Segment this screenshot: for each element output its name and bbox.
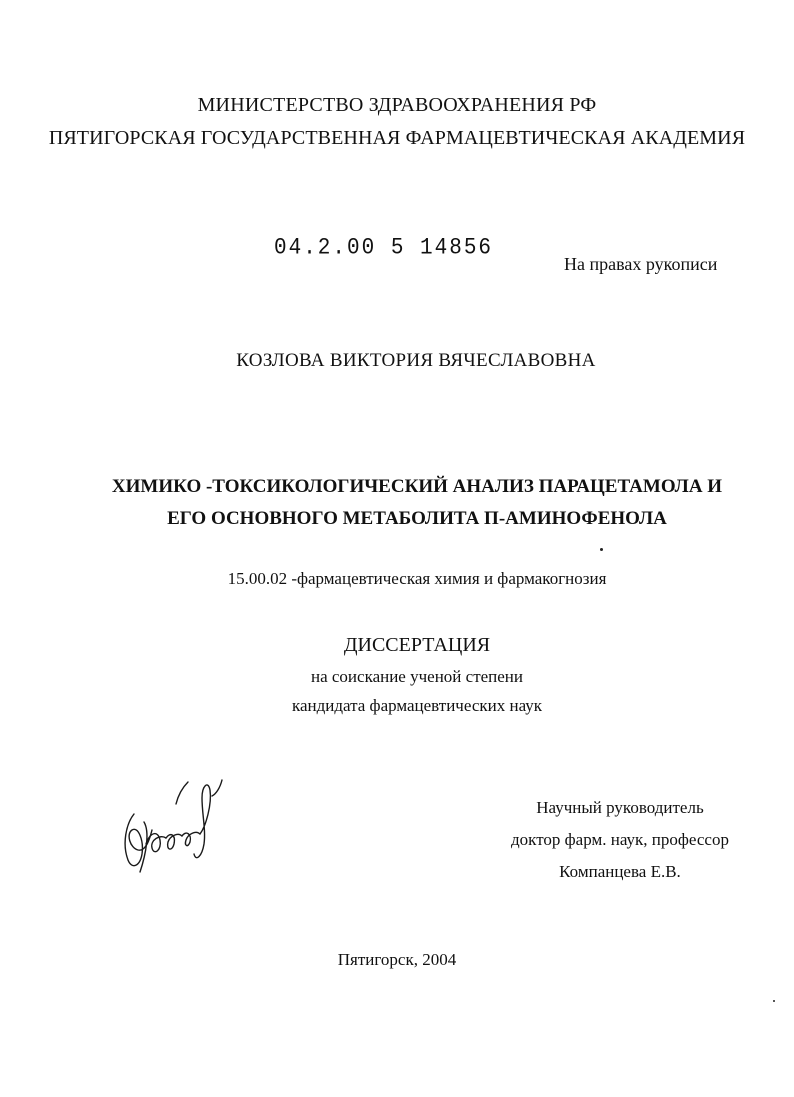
degree-line-2: кандидата фармацевтических наук: [291, 696, 543, 715]
dissertation-title-line-1: ХИМИКО -ТОКСИКОЛОГИЧЕСКИЙ АНАЛИЗ ПАРАЦЕТАМОЛА И: [111, 476, 723, 497]
supervisor-block: [440, 792, 794, 888]
ministry-heading: МИНИСТЕРСТВО ЗДРАВООХРАНЕНИЯ РФ: [197, 94, 597, 116]
author-name: КОЗЛОВА ВИКТОРИЯ ВЯЧЕСЛАВОВНА: [236, 350, 596, 371]
degree-line-1: на соискание ученой степени: [310, 667, 524, 686]
supervisor-name: Компанцева Е.В.: [559, 862, 681, 881]
catalog-number: 04.2.00 5 14856: [274, 236, 494, 262]
dissertation-label: ДИССЕРТАЦИЯ: [343, 634, 491, 656]
supervisor-role: Научный руководитель: [536, 798, 704, 817]
supervisor-credentials: доктор фарм. наук, профессор: [511, 830, 729, 849]
scan-speck: [600, 548, 603, 551]
city-year: Пятигорск, 2004: [337, 950, 457, 969]
specialty-code: 15.00.02 -фармацевтическая химия и фармакогнозия: [227, 569, 607, 588]
manuscript-rights: На правах рукописи: [564, 254, 718, 274]
dissertation-title-line-2: ЕГО ОСНОВНОГО МЕТАБОЛИТА П-АМИНОФЕНОЛА: [167, 508, 667, 529]
signature-icon: [116, 774, 228, 878]
academy-heading: ПЯТИГОРСКАЯ ГОСУДАРСТВЕННАЯ ФАРМАЦЕВТИЧЕСКАЯ АКАДЕМИЯ: [48, 127, 746, 149]
scan-speck: [773, 1000, 775, 1002]
